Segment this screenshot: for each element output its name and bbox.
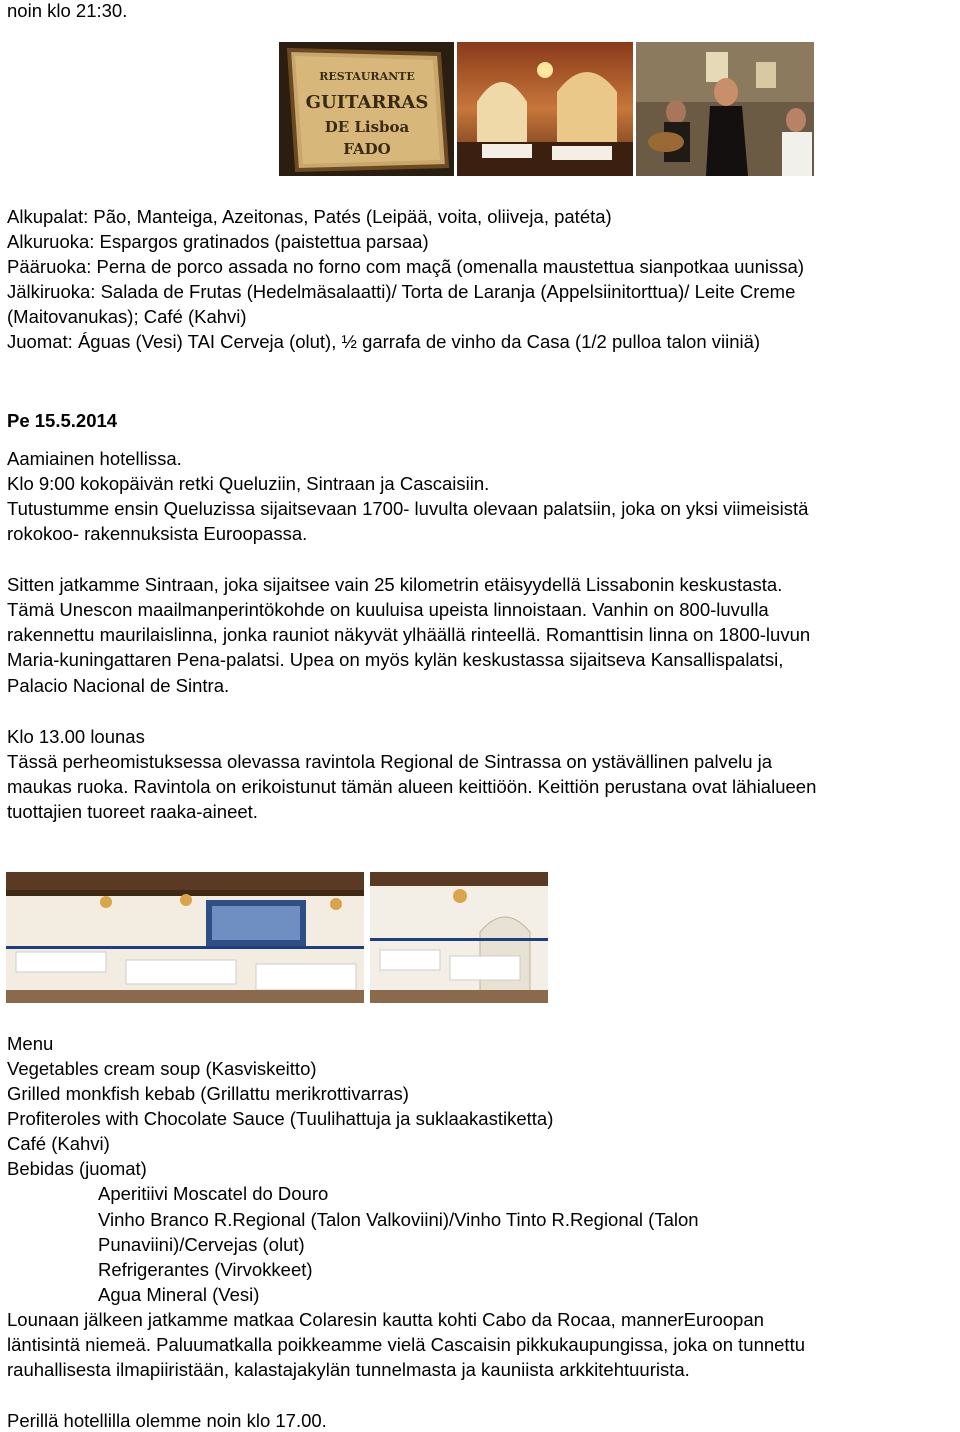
drink-item-1: Aperitiivi Moscatel do Douro xyxy=(98,1183,329,1204)
lunch-menu-item-5: Bebidas (juomat) xyxy=(7,1158,147,1179)
dinner-menu-line-6: Juomat: Águas (Vesi) TAI Cerveja (olut), ½ garrafa de vinho da Casa (1/2 pulloa talon viiniä) xyxy=(7,331,761,352)
lunch-line-4: tuottajien tuoreet raaka-aineet. xyxy=(7,801,258,822)
day-heading: Pe 15.5.2014 xyxy=(7,410,118,431)
lunch-menu-heading: Menu xyxy=(7,1033,54,1054)
sintra-line-2: Tämä Unescon maailmanperintökohde on kuuluisa upeista linnoistaan. Vanhin on 800-luvulla xyxy=(7,599,769,620)
drink-item-2: Vinho Branco R.Regional (Talon Valkoviini)/Vinho Tinto R.Regional (Talon xyxy=(98,1209,699,1230)
sign-line-3: DE Lisboa xyxy=(324,118,410,136)
morning-line-2: Klo 9:00 kokopäivän retki Queluziin, Sintraan ja Cascaisiin. xyxy=(7,473,490,494)
sintra-line-5: Palacio Nacional de Sintra. xyxy=(7,675,230,696)
sign-line-1: RESTAURANTE xyxy=(319,70,415,83)
lunch-menu-item-2: Grilled monkfish kebab (Grillattu merikrottivarras) xyxy=(7,1083,409,1104)
lunch-menu-item-4: Café (Kahvi) xyxy=(7,1133,110,1154)
morning-line-3: Tutustumme ensin Queluzissa sijaitsevaan 1700- luvulta olevaan palatsiin, joka on yksi viimeisistä xyxy=(7,498,809,519)
afternoon-line-2: läntisintä niemeä. Paluumatkalla poikkeamme vielä Cascaisin pikkukaupungissa, joka on tunnettu xyxy=(7,1334,806,1355)
lunch-restaurant-photo-2 xyxy=(370,872,548,1003)
lunch-line-1: Klo 13.00 lounas xyxy=(7,726,145,747)
restaurant-interior-photo xyxy=(457,42,633,176)
sintra-line-4: Maria-kuningattaren Pena-palatsi. Upea on myös kylän keskustassa sijaitseva Kansallispalatsi, xyxy=(7,649,784,670)
lunch-menu-item-3: Profiteroles with Chocolate Sauce (Tuulihattuja ja suklaakastiketta) xyxy=(7,1108,554,1129)
dinner-menu-line-5: (Maitovanukas); Café (Kahvi) xyxy=(7,306,247,327)
sintra-line-1: Sitten jatkamme Sintraan, joka sijaitsee vain 25 kilometrin etäisyydellä Lissabonin keskustasta. xyxy=(7,574,783,595)
lunch-menu-item-1: Vegetables cream soup (Kasviskeitto) xyxy=(7,1058,317,1079)
sign-line-2: GUITARRAS xyxy=(305,92,429,113)
morning-line-4: rokokoo- rakennuksista Euroopassa. xyxy=(7,523,308,544)
sintra-line-3: rakennettu maurilaislinna, jonka rauniot näkyvät ylhäällä rinteellä. Romanttisin linna on 1800-luvun xyxy=(7,624,811,645)
fado-performers-photo xyxy=(636,42,814,176)
dinner-menu-line-2: Alkuruoka: Espargos gratinados (paistettua parsaa) xyxy=(7,231,429,252)
dinner-menu-line-3: Pääruoka: Perna de porco assada no forno com maçã (omenalla maustettua sianpotkaa uunissa) xyxy=(7,256,804,277)
restaurant-sign-photo xyxy=(279,42,454,176)
afternoon-line-3: rauhallisesta ilmapiiristään, kalastajakylän tunnelmasta ja kauniista arkkitehtuurista. xyxy=(7,1359,690,1380)
drink-item-5: Agua Mineral (Vesi) xyxy=(98,1284,260,1305)
drink-item-4: Refrigerantes (Virvokkeet) xyxy=(98,1259,313,1280)
sign-line-4: FADO xyxy=(343,140,391,158)
lunch-line-2: Tässä perheomistuksessa olevassa ravintola Regional de Sintrassa on ystävällinen palvelu ja xyxy=(7,751,773,772)
dinner-menu-line-4: Jälkiruoka: Salada de Frutas (Hedelmäsalaatti)/ Torta de Laranja (Appelsiinitorttua)/ Leite Creme xyxy=(7,281,796,302)
lunch-restaurant-photo-1 xyxy=(6,872,364,1003)
closing-line: Perillä hotellilla olemme noin klo 17.00. xyxy=(7,1410,327,1431)
afternoon-line-1: Lounaan jälkeen jatkamme matkaa Colaresin kautta kohti Cabo da Rocaa, mannerEuroopan xyxy=(7,1309,764,1330)
intro-time-text: noin klo 21:30. xyxy=(7,0,128,21)
morning-line-1: Aamiainen hotellissa. xyxy=(7,448,182,469)
dinner-menu-line-1: Alkupalat: Pão, Manteiga, Azeitonas, Patés (Leipää, voita, oliiveja, patéta) xyxy=(7,206,612,227)
lunch-line-3: maukas ruoka. Ravintola on erikoistunut tämän alueen keittiöön. Keittiön perustana ovat lähialueen xyxy=(7,776,817,797)
drink-item-3: Punaviini)/Cervejas (olut) xyxy=(98,1234,305,1255)
